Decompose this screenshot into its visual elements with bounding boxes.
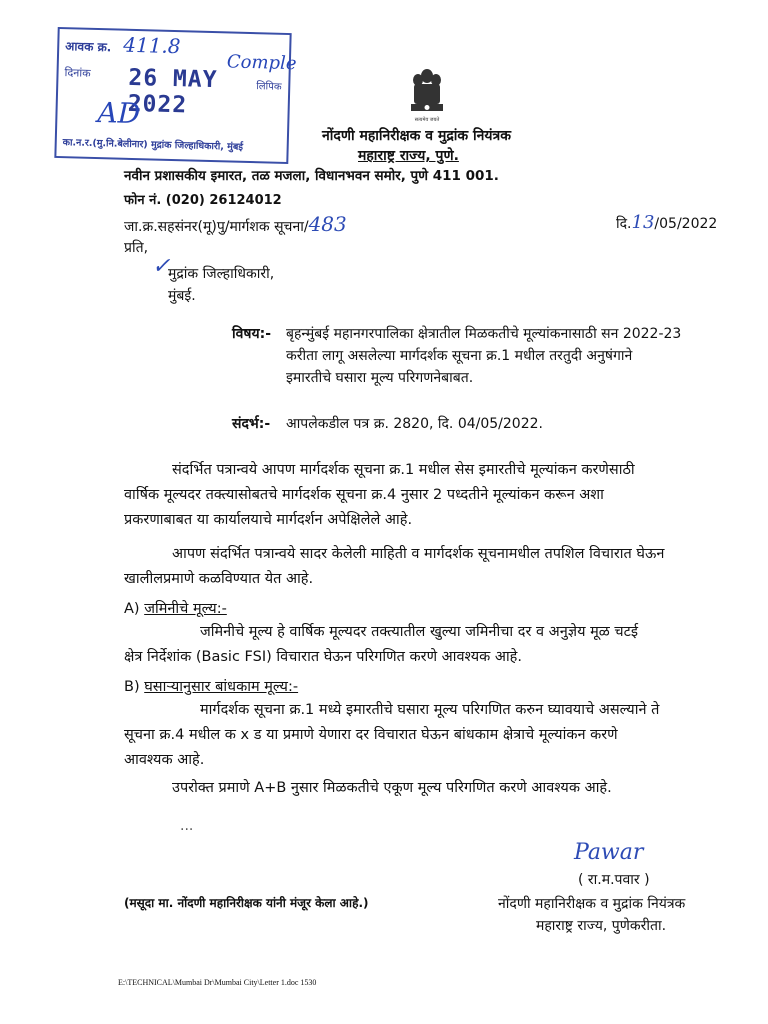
letter-date <box>616 212 717 233</box>
paragraph-1-line-1: संदर्भित पत्रान्वये आपण मार्गदर्शक सूचना क्र.1 मधील सेस इमारतीचे मूल्यांकन करणेसाठी <box>172 462 635 478</box>
office-state: महाराष्ट्र राज्य, पुणे. <box>358 148 459 164</box>
ellipsis-mark: ... <box>180 818 194 834</box>
reference-label: संदर्भ:- <box>232 416 271 432</box>
letter-date-day: 13 <box>631 212 655 233</box>
section-b-line-2: सूचना क्र.4 मधील क x ड या प्रमाणे येणारा दर विचारात घेऊन बांधकाम क्षेत्राचे मूल्यांकन करणे <box>124 727 618 743</box>
tick-mark-icon: ✓ <box>152 254 171 279</box>
section-b-marker: B) <box>124 679 140 695</box>
emblem-caption: सत्यमेव जयते <box>414 117 440 123</box>
recipient-name: मुद्रांक जिल्हाधिकारी, <box>168 266 275 282</box>
paragraph-1 <box>124 458 724 533</box>
conclusion: उपरोक्त प्रमाणे A+B नुसार मिळकतीचे एकूण मूल्य परिगणित करणे आवश्यक आहे. <box>172 780 612 796</box>
stamp-date-label: दिनांक <box>64 66 91 80</box>
reference-text: आपलेकडील पत्र क्र. 2820, दि. 04/05/2022. <box>286 416 543 432</box>
section-b-line-3: आवश्यक आहे. <box>124 752 205 768</box>
signatory-name: ( रा.म.पवार ) <box>578 872 650 888</box>
section-a-text <box>124 620 724 670</box>
section-b-text <box>124 698 724 773</box>
signatory-state: महाराष्ट्र राज्य, पुणेकरीता. <box>536 918 667 934</box>
section-b-title: घसाऱ्यानुसार बांधकाम मूल्य:- <box>144 679 299 695</box>
letter-number-prefix: जा.क्र.सहसंनर(मू)पु/मार्गशक सूचना/ <box>124 219 309 235</box>
letter-number-handwritten: 483 <box>308 212 347 236</box>
recipient-to: प्रति, <box>124 240 149 256</box>
section-a-title: जमिनीचे मूल्य:- <box>144 601 227 617</box>
section-a-line-2: क्षेत्र निर्देशांक (Basic FSI) विचारात घेऊन परिगणित करणे आवश्यक आहे. <box>124 649 522 665</box>
inward-stamp <box>54 27 297 164</box>
stamp-inward-label: आवक क्र. <box>65 39 112 55</box>
paragraph-1-line-2: वार्षिक मूल्यदर तक्त्यासोबतचे मार्गदर्शक सूचना क्र.4 नुसार 2 पध्दतीने मूल्यांकन करून अशा <box>124 487 604 503</box>
section-b-line-1: मार्गदर्शक सूचना क्र.1 मध्ये इमारतीचे घसारा मूल्य परिगणित करुन घ्यावयाचे असल्याने ते <box>200 702 660 718</box>
paragraph-1-line-3: प्रकरणाबाबत या कार्यालयाचे मार्गदर्शन अपेक्षिलेले आहे. <box>124 512 413 528</box>
subject-line-2: करीता लागू असलेल्या मार्गदर्शक सूचना क्र.1 मधील तरतुदी अनुषंगाने <box>286 348 633 364</box>
letter-number <box>124 212 347 236</box>
recipient-city: मुंबई. <box>168 288 196 304</box>
office-title: नोंदणी महानिरीक्षक व मुद्रांक नियंत्रक <box>322 128 512 144</box>
office-address: नवीन प्रशासकीय इमारत, तळ मजला, विधानभवन समोर, पुणे 411 001. <box>124 168 499 184</box>
subject-label: विषय:- <box>232 326 272 342</box>
paragraph-2-line-2: खालीलप्रमाणे कळविण्यात येत आहे. <box>124 571 314 587</box>
paragraph-2-line-1: आपण संदर्भित पत्रान्वये सादर केलेली माहिती व मार्गदर्शक सूचनामधील तपशिल विचारात घेऊन <box>172 546 665 562</box>
stamp-date: 26 MAY 2022 <box>127 64 218 119</box>
stamp-inward-number: 411.8 <box>122 32 181 59</box>
stamp-clerk-note: Comple <box>226 51 297 75</box>
file-path-footer: E:\TECHNICAL\Mumbai Dr\Mumbai City\Letter 1.doc 1530 <box>118 978 317 987</box>
signatory-title: नोंदणी महानिरीक्षक व मुद्रांक नियंत्रक <box>498 896 686 912</box>
stamp-initials: AD <box>97 96 141 131</box>
section-a-marker: A) <box>124 601 140 617</box>
section-a-line-1: जमिनीचे मूल्य हे वार्षिक मूल्यदर तक्त्यातील खुल्या जमिनीचा दर व अनुज्ञेय मूळ चटई <box>200 624 639 640</box>
section-a-heading <box>124 598 227 618</box>
subject-line-3: इमारतीचे घसारा मूल्य परिगणनेबाबत. <box>286 370 474 386</box>
draft-approval-note: (मसूदा मा. नोंदणी महानिरीक्षक यांनी मंजूर केला आहे.) <box>124 896 369 910</box>
section-b-heading <box>124 676 298 696</box>
paragraph-2 <box>124 542 724 592</box>
letter-date-suffix: /05/2022 <box>654 216 718 232</box>
letter-date-prefix: दि. <box>616 216 632 232</box>
handwritten-signature: Pawar <box>574 840 644 865</box>
stamp-clerk-label: लिपिक <box>256 81 282 93</box>
stamp-office: का.न.र.(मु.नि.बेलीनार) मुद्रांक जिल्हाधिकारी, मुंबई <box>62 137 244 153</box>
national-emblem-icon <box>404 66 450 124</box>
subject-line-1: बृहन्मुंबई महानगरपालिका क्षेत्रातील मिळकतीचे मूल्यांकनासाठी सन 2022-23 <box>286 326 682 342</box>
office-phone: फोन नं. (020) 26124012 <box>124 193 282 208</box>
